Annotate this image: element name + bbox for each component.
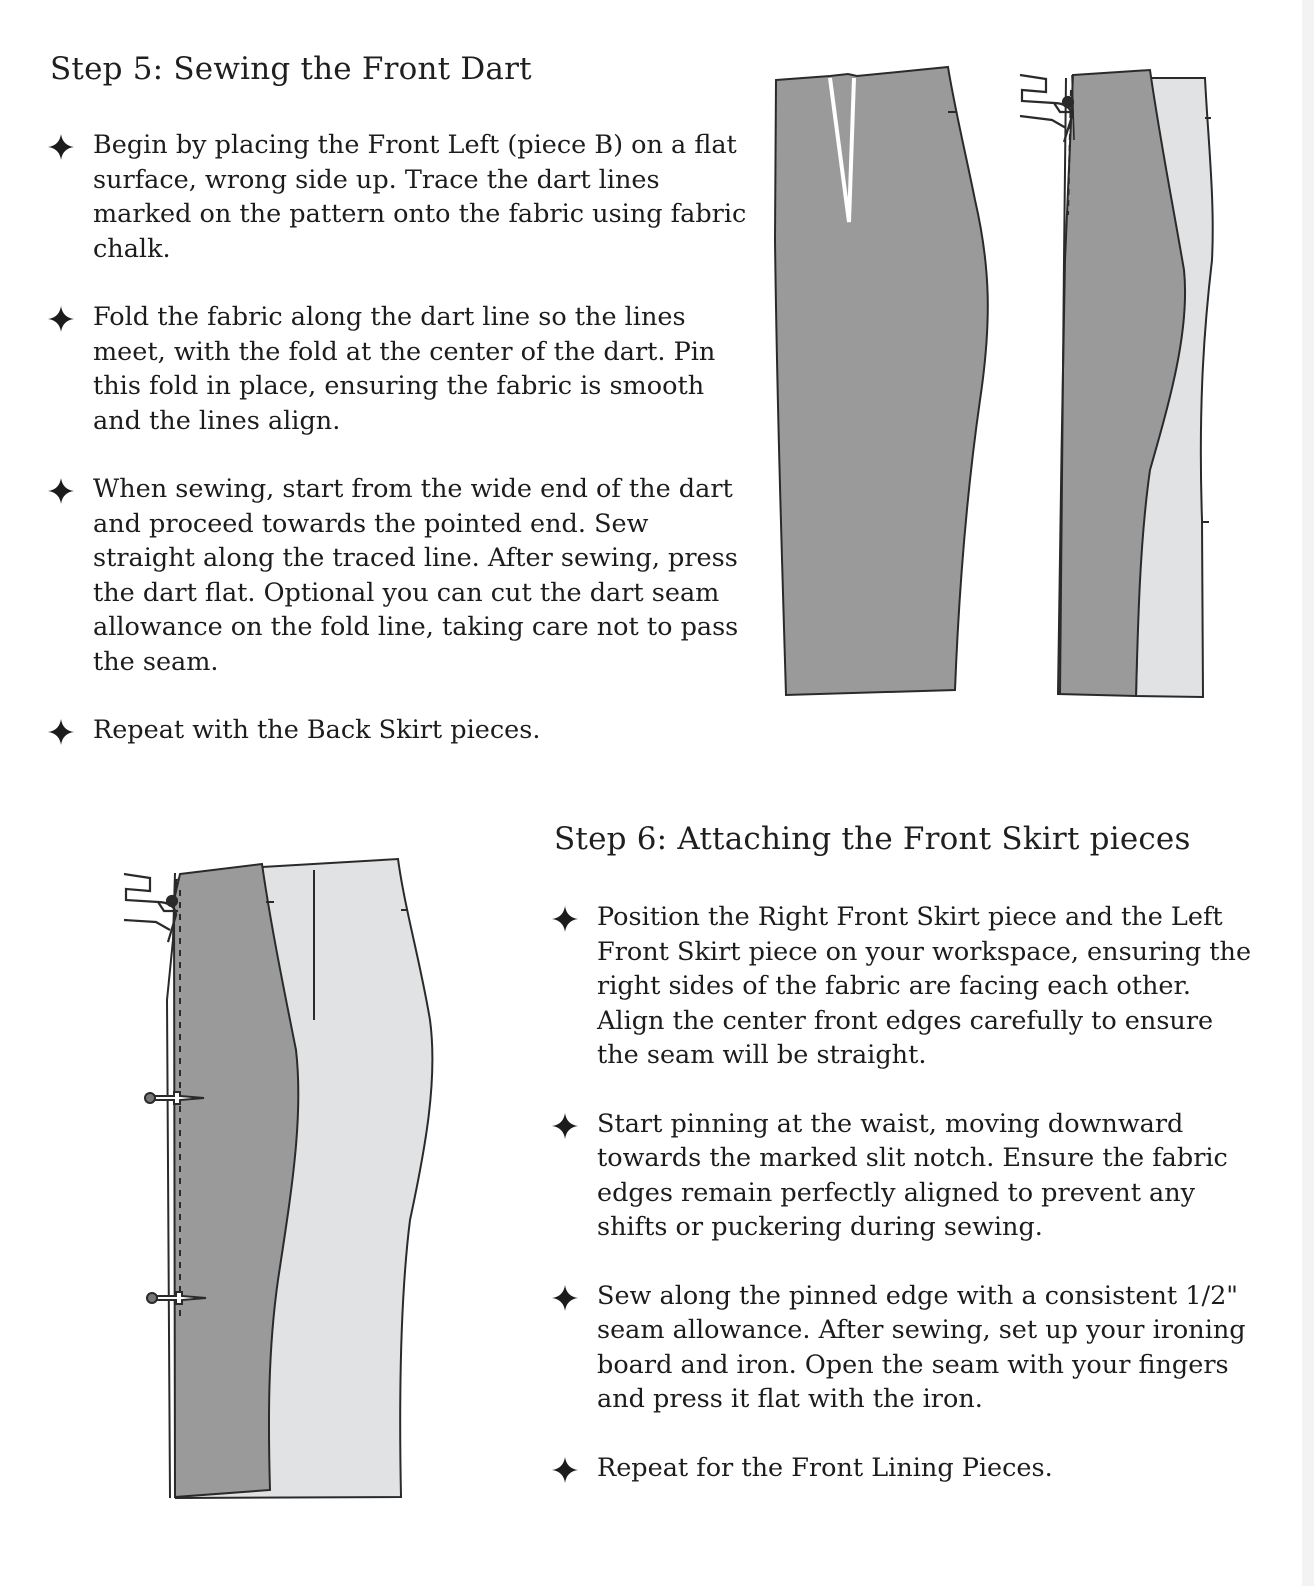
four-point-star-icon [551, 1112, 579, 1140]
step5-bullet-text: Repeat with the Back Skirt pieces. [93, 715, 541, 745]
step6-bullet-text: Position the Right Front Skirt piece and the Left Front Skirt piece on your workspace, ensuring the right sides of the fabric are facing each other. Align the center front edges carefully to ensure the seam will be straight. [597, 902, 1252, 1070]
four-point-star-icon [551, 905, 579, 933]
step6-bullet-text: Sew along the pinned edge with a consistent 1/2" seam allowance. After sewing, set up your ironing board and iron. Open the seam with your fingers and press it flat with the iron. [597, 1280, 1246, 1414]
step5-bullet-text: Begin by placing the Front Left (piece B) on a flat surface, wrong side up. Trace the dart lines marked on the pattern onto the fabric using fabric chalk. [93, 130, 747, 264]
four-point-star-icon [551, 1284, 579, 1312]
step6-bullet-text: Start pinning at the waist, moving downward towards the marked slit notch. Ensure the fabric edges remain perfectly aligned to prevent any shifts or puckering during sewing. [597, 1108, 1228, 1242]
step5-bullet-text: When sewing, start from the wide end of the dart and proceed towards the pointed end. Sew straight along the traced line. After sewing, press the dart flat. Optional you can cut the dart seam allowance on the fold line, taking care not to pass the seam. [93, 474, 739, 677]
step6-title: Step 6: Attaching the Front Skirt pieces [554, 821, 1191, 857]
list-item [554, 1279, 1254, 1417]
step5-bullet-text: Fold the fabric along the dart line so the lines meet, with the fold at the center of the dart. Pin this fold in place, ensuring the fabric is smooth and the lines align. [93, 302, 716, 436]
step6-list [554, 900, 1254, 1485]
step6-bullet-text: Repeat for the Front Lining Pieces. [597, 1452, 1053, 1483]
list-item [554, 1451, 1254, 1486]
step6-section [554, 821, 1254, 1519]
list-item [554, 1107, 1254, 1245]
list-item [554, 900, 1254, 1073]
four-point-star-icon [551, 1456, 579, 1484]
step5-title: Step 5: Sewing the Front Dart [50, 51, 532, 87]
presser-foot-icon [124, 874, 178, 942]
